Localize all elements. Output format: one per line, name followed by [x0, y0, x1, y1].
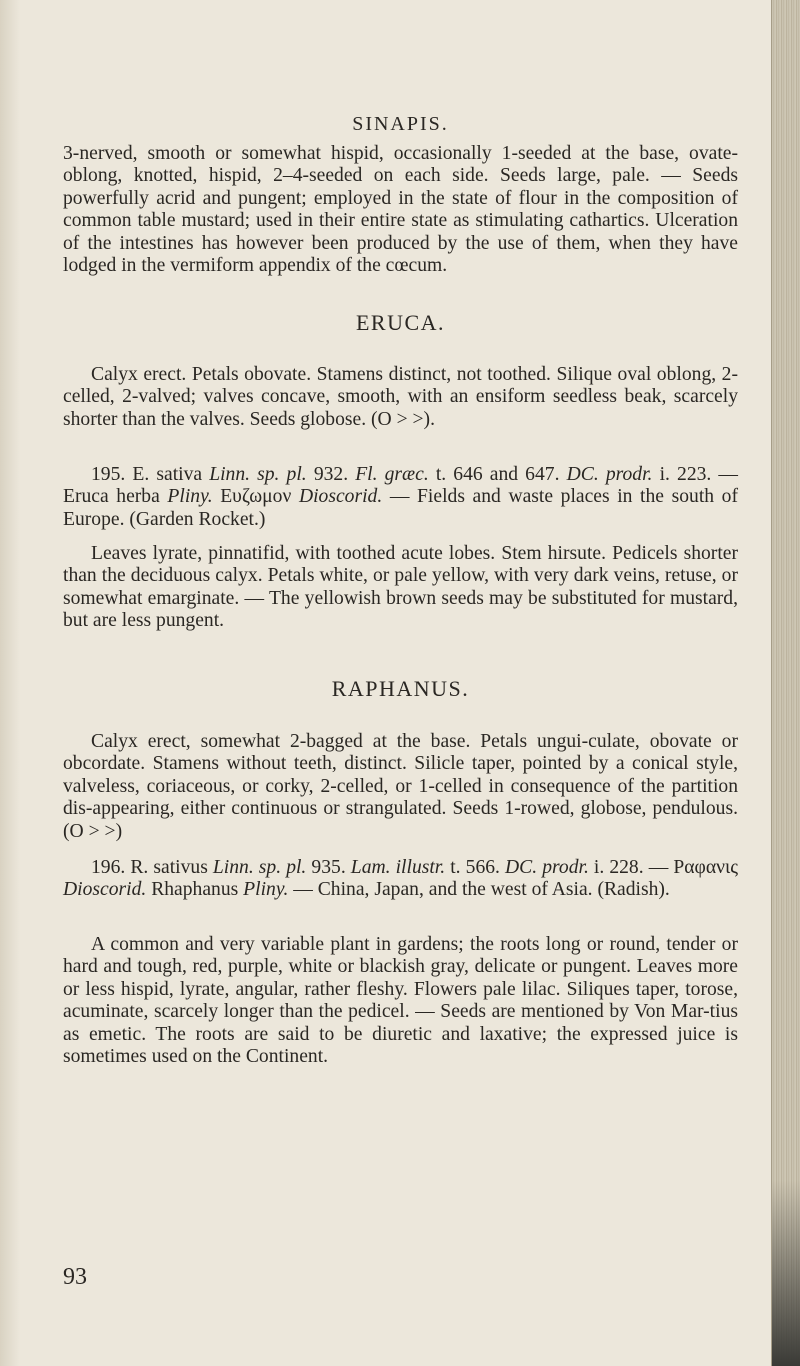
eruca-species-description: Leaves lyrate, pinnatifid, with toothed acute lobes. Stem hirsute. Pedicels shorter than the deciduous calyx. Petals white, or pale yellow, with very dark veins, retuse, or somewhat emarginate. — The yellowish brown seeds may be substituted for mustard, but are less pungent. — [63, 543, 738, 632]
authority: Pliny. — [243, 879, 289, 901]
species-number: 195. E. sativa — [91, 464, 203, 485]
sinapis-continuation-paragraph: 3-nerved, smooth or somewhat hispid, occasionally 1-seeded at the base, ovate-oblong, knotted, hispid, 2–4-seeded on each side. Seeds large, pale. — Seeds powerfully acrid and pungent; employed in the state of flour in the composition of common table mustard; used in their entire state as stimulating cathartics. Ulceration of the intestines has however been produced by the use of them, when they have lodged in the vermiform appendix of the cœcum. — [63, 143, 738, 277]
greek-name: Ευζωμον — [220, 486, 292, 508]
raphanus-species-description: A common and very variable plant in gardens; the roots long or round, tender or hard and tough, red, purple, white or blackish gray, delicate or pungent. Leaves more or less hispid, lyrate, angular, rather fleshy. Flowers pale lilac. Siliques taper, torose, acuminate, scarcely longer than the pedicel. — Seeds are mentioned by Von Mar-tius as emetic. The roots are said to be diuretic and laxative; the expressed juice is sometimes used on the Continent. — [63, 934, 738, 1068]
reference: t. 646 and 647. — [435, 464, 560, 485]
authority: Pliny. — [167, 486, 213, 508]
reference: i. 228. — — [593, 857, 669, 878]
greek-name: Ραφανις — [673, 857, 739, 878]
reference: 935. — [311, 857, 346, 878]
authority: Lam. illustr. — [350, 857, 446, 878]
reference: i. 223. — Eruca herba — [63, 464, 739, 508]
authority: Linn. sp. pl. — [209, 464, 307, 485]
authority: Dioscorid. — [63, 879, 147, 901]
raphanus-species-entry — [63, 857, 738, 902]
page-edge-shadow — [772, 1180, 800, 1366]
authority: DC. prodr. — [505, 857, 589, 878]
authority: DC. prodr. — [566, 464, 653, 485]
page-number: 93 — [63, 1264, 87, 1290]
authority: Dioscorid. — [298, 486, 383, 508]
eruca-section-title: ERUCA. — [355, 310, 446, 335]
page-edge-stack — [771, 0, 800, 1366]
eruca-species-entry — [63, 464, 738, 531]
habitat: — China, Japan, and the west of Asia. (Radish). — [293, 879, 670, 901]
raphanus-generic-description: Calyx erect, somewhat 2-bagged at the base. Petals ungui-culate, obovate or obcordate. Stamens without teeth, distinct. Silicle taper, pointed by a conical style, valveless, coriaceous, or corky, 2-celled, or 1-celled in consequence of the partition dis-appearing, either continuous or strangulated. Seeds 1-rowed, globose, pendulous. (O > >) — [63, 731, 738, 842]
reference: t. 566. — [450, 857, 500, 878]
habitat: — Fields and waste places in the south of Europe. (Garden Rocket.) — [63, 486, 738, 530]
page-gutter-shadow — [0, 0, 20, 1366]
reference: Rhaphanus — [151, 879, 239, 901]
eruca-generic-description: Calyx erect. Petals obovate. Stamens distinct, not toothed. Silique oval oblong, 2-celled, 2-valved; valves concave, smooth, with an ensiform seedless beak, scarcely shorter than the valves. Seeds globose. (O > >). — [63, 364, 738, 430]
authority: Linn. sp. pl. — [212, 857, 307, 878]
reference: 932. — [313, 464, 349, 485]
running-head: SINAPIS. — [352, 113, 449, 135]
raphanus-section-title: RAPHANUS. — [331, 676, 470, 701]
authority: Fl. græc. — [355, 464, 429, 485]
species-number: 196. R. sativus — [91, 857, 208, 878]
